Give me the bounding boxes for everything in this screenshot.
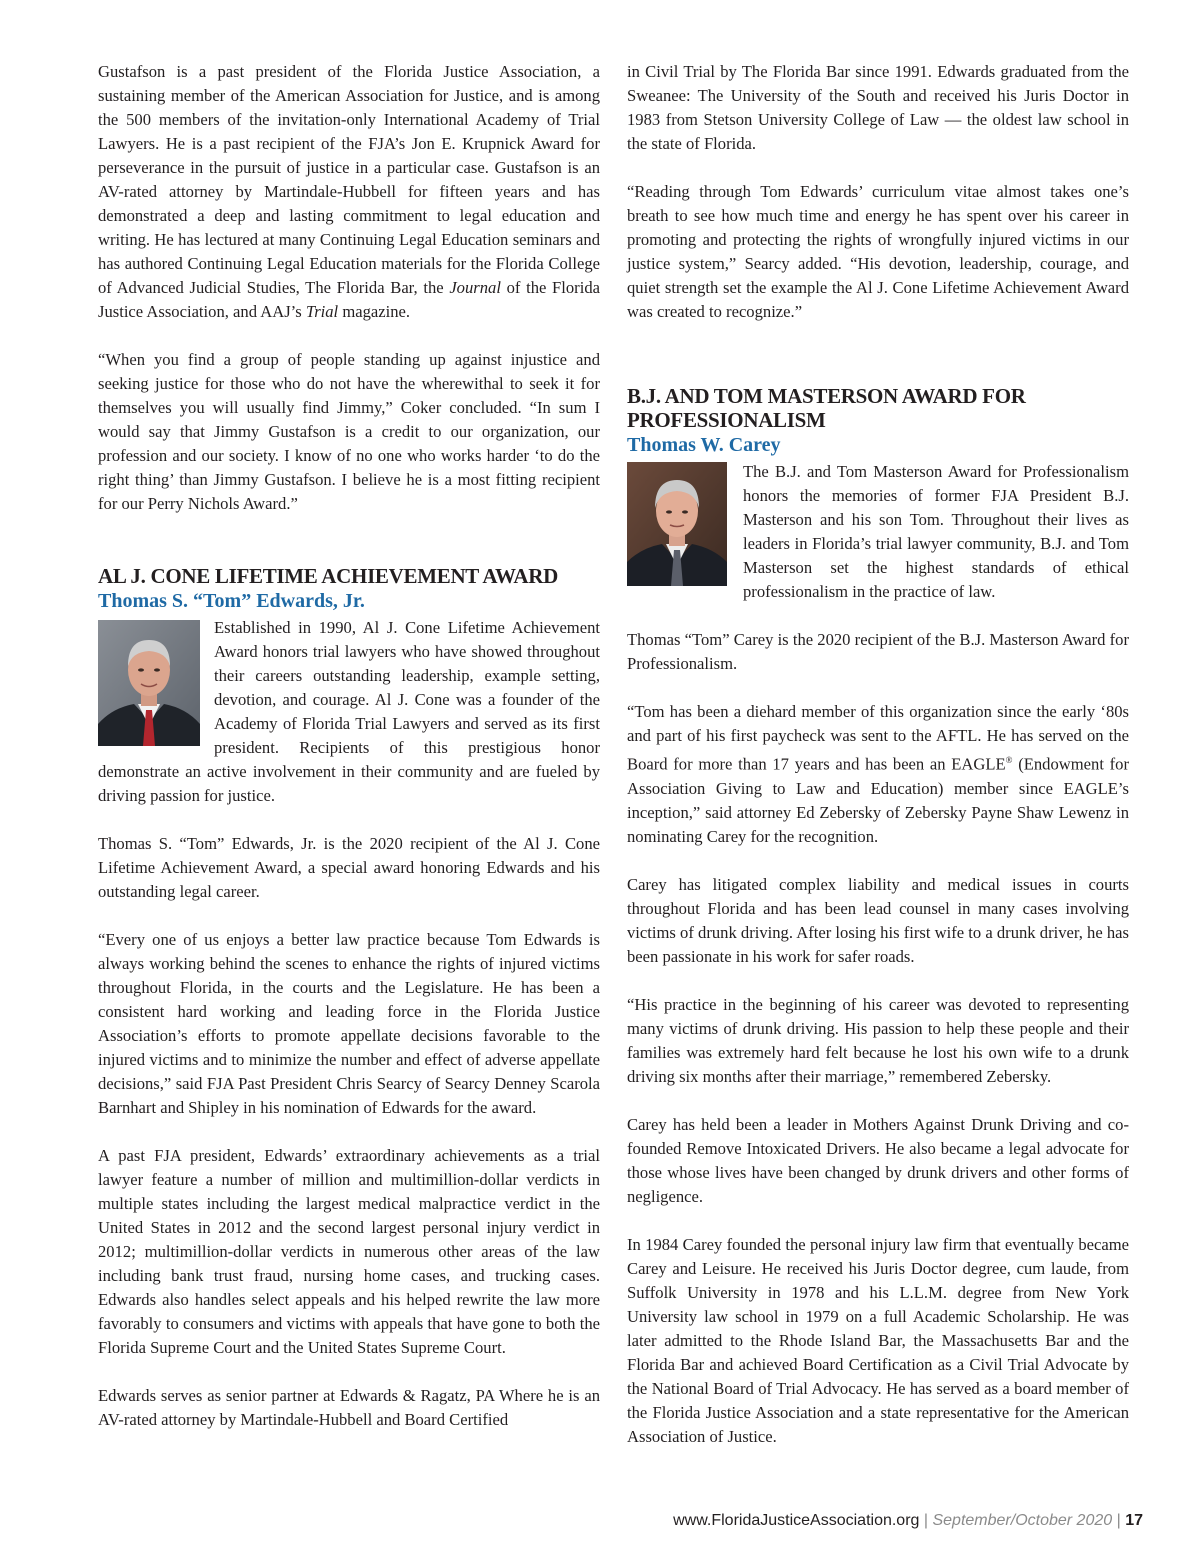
carey-recipient-paragraph: Thomas “Tom” Carey is the 2020 recipient of the B.J. Masterson Award for Professionalism. [627, 630, 1129, 673]
zebersky-quote-text: “Tom has been a diehard member of this organization since the early ‘80s and part of his first paycheck was sent to the AFTL. He has served on the Board for more than 17 years and has been an EAGLE [627, 702, 1129, 774]
masterson-award-description: The B.J. and Tom Masterson Award for Professionalism honors the memories of former FJA President B.J. Masterson and his son Tom. Throughout their lives as leaders in Florida’s trial lawyer community, B.J. and Tom Masterson set the highest standards of ethical professionalism in the practice of law. [743, 462, 1129, 601]
registered-mark: ® [1005, 755, 1013, 765]
footer-separator: | [1112, 1512, 1126, 1529]
page-number: 17 [1125, 1512, 1143, 1529]
left-column [98, 60, 600, 1456]
footer-issue-date: September/October 2020 [932, 1512, 1113, 1529]
edwards-recipient-paragraph: Thomas S. “Tom” Edwards, Jr. is the 2020 recipient of the Al J. Cone Lifetime Achievement Award, a special award honoring Edwards and his outstanding legal career. [98, 834, 600, 901]
carey-photo [627, 462, 727, 586]
gustafson-bio-text-end: magazine. [338, 302, 411, 321]
searcy-added-quote-paragraph: “Reading through Tom Edwards’ curriculum vitae almost takes one’s breath to see how much time and energy he has spent over his career in promoting and protecting the rights of wrongfully injured victims in our justice system,” Searcy added. “His devotion, leadership, courage, and quiet strength set the example the Al J. Cone Lifetime Achievement Award was created to recognize.” [627, 182, 1129, 321]
journal-title: Journal [449, 278, 501, 297]
cone-award-heading: AL J. CONE LIFETIME ACHIEVEMENT AWARD [98, 564, 558, 588]
carey-madd-paragraph: Carey has held been a leader in Mothers Against Drunk Driving and co-founded Remove Intoxicated Drivers. He also became a legal advocate for those whose lives have been changed by drunk drivers and other forms of negligence. [627, 1114, 1129, 1206]
gustafson-bio-text: Gustafson is a past president of the Florida Justice Association, a sustaining member of the American Association for Justice, and is among the 500 members of the invitation-only International Academy of Trial Lawyers. He is a past recipient of the FJA’s Jon E. Krupnick Award for perseverance in the pursuit of justice in a particular case. Gustafson is an AV-rated attorney by Martindale-Hubbell for fifteen years and has demonstrated a deep and lasting commitment to legal education and writing. He has lectured at many Continuing Legal Education seminars and has authored Continuing Legal Education materials for the Florida College of Advanced Judicial Studies, The Florida Bar, the [98, 62, 600, 297]
gustafson-bio-text-mid: of the Florida Justice Association, and AAJ’s [98, 278, 600, 321]
zebersky-remembered-paragraph: “His practice in the beginning of his career was devoted to representing many victims of drunk driving. His passion to help these people and their families was extremely hard felt because he lost his own wife to a drunk driving six months after their marriage,” remembered Zebersky. [627, 994, 1129, 1086]
masterson-recipient-name: Thomas W. Carey [627, 434, 781, 456]
zebersky-quote-text-end: (Endowment for Association Giving to Law and Education) member since EAGLE’s inception,” said attorney Ed Zebersky of Zebersky Payne Shaw Lewenz in nominating Carey for the recognition. [627, 754, 1129, 846]
searcy-quote-paragraph: “Every one of us enjoys a better law practice because Tom Edwards is always working behind the scenes to enhance the rights of injured victims throughout Florida, in the courts and the Legislature. He has been a consistent hard working and leading force in the Florida Justice Association’s efforts to promote appellate decisions favorable to the injured victims and to minimize the number and effect of adverse appellate decisions,” said FJA Past President Chris Searcy of Searcy Denney Scarola Barnhart and Shipley in his nomination of Edwards for the award. [98, 930, 600, 1117]
edwards-achievements-paragraph: A past FJA president, Edwards’ extraordinary achievements as a trial lawyer feature a number of million and multimillion-dollar verdicts in multiple states including the largest medical malpractice verdict in the United States in 2012 and the second largest personal injury verdict in 2012; multimillion-dollar verdicts in numerous other areas of the law including bank trust fraud, nursing home cases, and trucking cases. Edwards also handles select appeals and his helped rewrite the law more favorably to consumers and victims with appeals that have gone to both the Florida Supreme Court and the United States Supreme Court. [98, 1146, 600, 1357]
footer-website-link[interactable]: www.FloridaJusticeAssociation.org [673, 1512, 920, 1529]
gustafson-bio-paragraph [98, 60, 600, 324]
coker-quote-paragraph: “When you find a group of people standing up against injustice and seeking justice for those who do not have the wherewithal to seek it for themselves you will usually find Jimmy,” Coker concluded. “In sum I would say that Jimmy Gustafson is a credit to our organization, our profession and our society. I know of no one who works harder ‘to do the right thing’ than Jimmy Gustafson. I believe he is a most fitting recipient for our Perry Nichols Award.” [98, 350, 600, 513]
edwards-education-paragraph: in Civil Trial by The Florida Bar since 1991. Edwards graduated from the Sweanee: The University of the South and received his Juris Doctor in 1983 from Stetson University College of Law — the oldest law school in the state of Florida. [627, 62, 1129, 153]
cone-award-description: Established in 1990, Al J. Cone Lifetime Achievement Award honors trial lawyers who have showed throughout their careers outstanding leadership, example setting, devotion, and courage. Al J. Cone was a founder of the Academy of Florida Trial Lawyers and served as its first president. Recipients of this prestigious honor demonstrate an active involvement in their community and are fueled by driving passion for justice. [98, 618, 600, 805]
edwards-practice-paragraph: Edwards serves as senior partner at Edwards & Ragatz, PA Where he is an AV-rated attorney by Martindale-Hubbell and Board Certified [98, 1386, 600, 1429]
trial-magazine-title: Trial [305, 302, 339, 321]
zebersky-quote-paragraph [627, 700, 1129, 849]
edwards-photo [98, 620, 200, 746]
page-footer [673, 1511, 1143, 1531]
carey-litigation-paragraph: Carey has litigated complex liability and medical issues in courts throughout Florida and has been lead counsel in many cases involving victims of drunk driving. After losing his first wife to a drunk driver, he has been passionate in his work for safer roads. [627, 874, 1129, 966]
masterson-award-heading: B.J. AND TOM MASTERSON AWARD FOR PROFESSIONALISM [627, 384, 1026, 432]
cone-recipient-name: Thomas S. “Tom” Edwards, Jr. [98, 590, 365, 612]
right-column [627, 60, 1129, 1473]
carey-firm-paragraph: In 1984 Carey founded the personal injury law firm that eventually became Carey and Leisure. He received his Juris Doctor degree, cum laude, from Suffolk University in 1978 and his L.L.M. degree from New York University law school in 1979 on a full Academic Scholarship. He was later admitted to the Rhode Island Bar, the Massachusetts Bar and the Florida Bar and achieved Board Certification as a Civil Trial Advocate by the National Board of Trial Advocacy. He has served as a board member of the Florida Justice Association and a state representative for the American Association of Justice. [627, 1234, 1129, 1446]
footer-separator: | [919, 1512, 933, 1529]
